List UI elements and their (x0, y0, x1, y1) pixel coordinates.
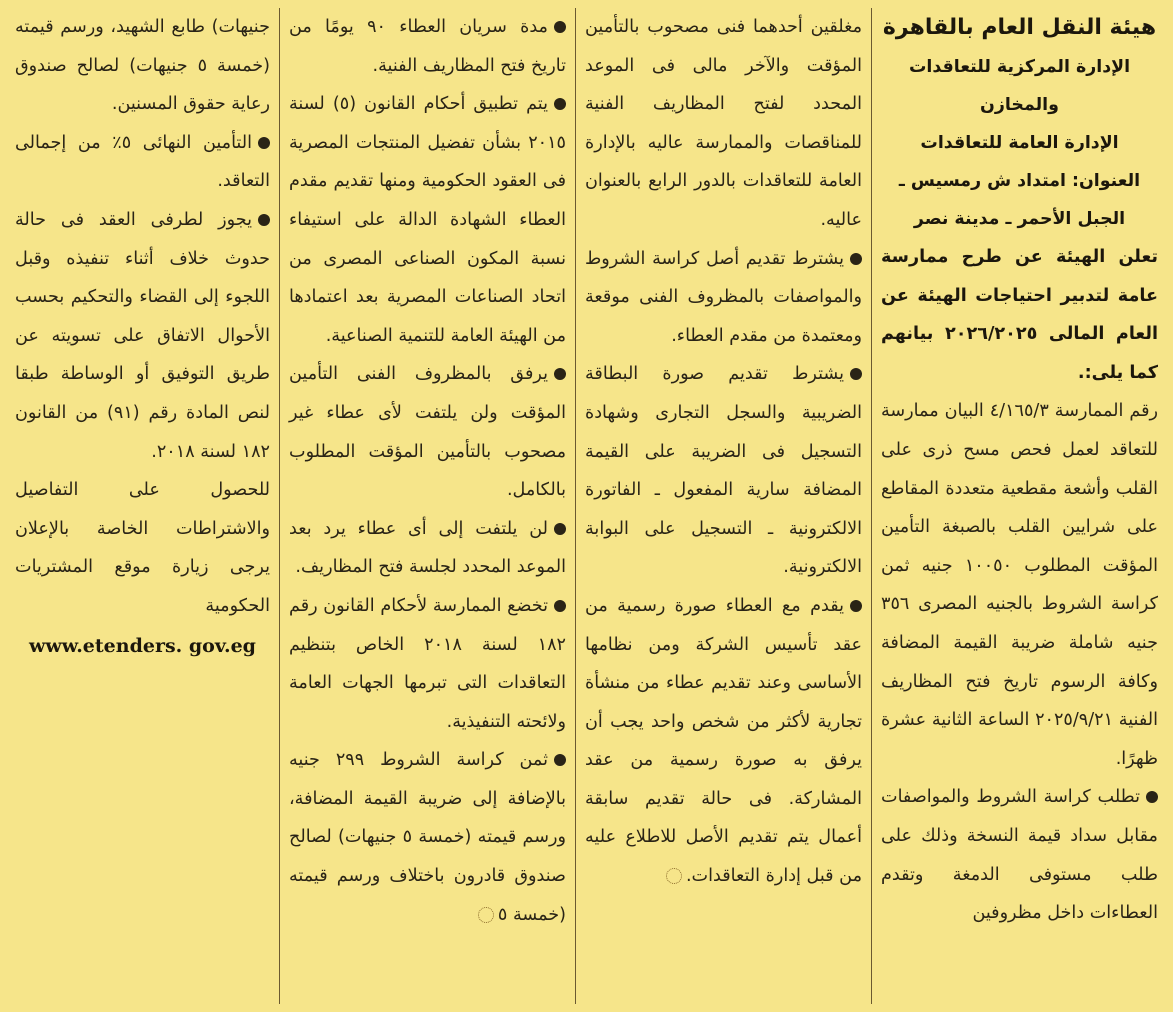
general-admin-line: الإدارة العامة للتعاقدات (920, 133, 1119, 153)
authority-title: هيئة النقل العام بالقاهرة (882, 15, 1157, 40)
bullet-icon (850, 253, 862, 265)
column-1 (871, 8, 1167, 1004)
late-bid-text: لن يلتفت إلى أى عطاء يرد بعد الموعد المحدد لجلسة فتح المظاريف. (289, 518, 566, 578)
validity-text: مدة سريان العطاء ٩٠ يومًا من تاريخ فتح المظاريف الفنية. (289, 17, 566, 76)
law-182-text: تخضع الممارسة لأحكام القانون رقم ١٨٢ لسنة ٢٠١٨ الخاص بتنظيم التعاقدات التى تبرمها الجهات العامة ولائحته التنفيذية. (289, 595, 567, 732)
law-5-condition (289, 85, 566, 355)
booklet-request-text: تطلب كراسة الشروط والمواصفات مقابل سداد قيمة النسخة وذلك على طلب مستوفى الدمغة وتقدم العطاءات داخل مظروفين (881, 787, 1158, 924)
booklet-price-condition (289, 741, 566, 934)
central-admin-line: الإدارة المركزية للتعاقدات والمخازن (908, 57, 1131, 115)
temp-insurance-condition (289, 355, 566, 509)
column-3 (279, 8, 575, 1004)
bullet-icon (1146, 791, 1158, 803)
law-182-condition (289, 587, 566, 741)
original-booklet-condition (585, 240, 862, 356)
address-line: العنوان: امتداد ش رمسيس ـ الجبل الأحمر ـ مدينة نصر (898, 171, 1141, 229)
bullet-icon (258, 214, 270, 226)
original-booklet-text: يشترط تقديم أصل كراسة الشروط والمواصفات بالمظروف الفنى موقعة ومعتمدة من مقدم العطاء. (585, 248, 862, 346)
envelopes-text: مغلقين أحدهما فنى مصحوب بالتأمين المؤقت والآخر مالى فى الموعد المحدد لفتح المظاريف الفنية للمناقصات والممارسة عاليه بالإدارة العامة للتعاقدات بالدور الرابع بالعنوان عاليه. (585, 17, 862, 230)
tax-card-condition (585, 355, 862, 587)
stamp-fees-text: جنيهات) طابع الشهيد، ورسم قيمته (خمسة ٥ جنيهات) لصالح صندوق رعاية حقوق المسنين. (15, 17, 270, 115)
company-contract-condition (585, 587, 862, 896)
column-2 (575, 8, 871, 1004)
details-text: للحصول على التفاصيل والاشتراطات الخاصة بالإعلان يرجى زيارة موقع المشتريات الحكومية (15, 480, 270, 616)
tender-details: رقم الممارسة ٤/١٦٥/٣ البيان ممارسة للتعاقد لعمل فحص مسح ذرى على القلب وأشعة مقطعية متعددة المقاطع على شرايين القلب بالصبغة التأمين المؤقت المطلوب ١٠٠٥٠ جنيه ثمن كراسة الشروط بالجنيه المصرى ٣٥٦ جنيه شاملة ضريبة القيمة المضافة وكافة الرسوم تاريخ فتح المظاريف الفنية ٢٠٢٥/٩/٢١ الساعة الثانية عشرة ظهرًا. (881, 401, 1158, 769)
tax-card-text: يشترط تقديم صورة البطاقة الضريبية والسجل التجارى وشهادة التسجيل فى الضريبة على القيمة المضافة سارية المفعول ـ الفاتورة الالكترونية ـ التسجيل على البوابة الالكترونية. (585, 364, 862, 578)
bullet-icon (554, 98, 566, 110)
stamp-mark-icon (666, 868, 682, 884)
booklet-price-text: ثمن كراسة الشروط ٢٩٩ جنيه بالإضافة إلى ضريبة القيمة المضافة، ورسم قيمته (خمسة ٥ جنيهات) لصالح صندوق قادرون باختلاف ورسم قيمته (خمسة ٥ (289, 750, 566, 925)
final-insurance-condition (15, 124, 270, 201)
bullet-icon (554, 600, 566, 612)
bullet-icon (850, 368, 862, 380)
stamp-mark-icon (478, 907, 494, 923)
bullet-icon (554, 21, 566, 33)
bullet-icon (258, 137, 270, 149)
validity-condition (289, 8, 566, 85)
bullet-icon (554, 523, 566, 535)
etenders-website-link[interactable]: www.etenders. gov.eg (29, 634, 256, 657)
bullet-icon (554, 754, 566, 766)
law-5-text: يتم تطبيق أحكام القانون (٥) لسنة ٢٠١٥ بشأن تفضيل المنتجات المصرية فى العقود الحكومية ومنها تقديم مقدم العطاء الشهادة الدالة على استيفاء نسبة المكون الصناعى المصرى من اتحاد الصناعات المصرية بعد اعتمادها من الهيئة العامة للتنمية الصناعية. (289, 94, 566, 346)
booklet-request (881, 778, 1158, 932)
bullet-icon (554, 368, 566, 380)
dispute-text: يجوز لطرفى العقد فى حالة حدوث خلاف أثناء تنفيذه وقبل اللجوء إلى القضاء والتحكيم بحسب الأحوال الاتفاق على تسويته عن طريق التوفيق أو الوساطة طبقا لنص المادة رقم (٩١) من القانون ١٨٢ لسنة ٢٠١٨. (15, 209, 270, 462)
column-4 (6, 8, 279, 1004)
late-bid-condition (289, 510, 566, 587)
final-insurance-text: التأمين النهائى ٥٪ من إجمالى التعاقد. (15, 132, 270, 192)
temp-insurance-text: يرفق بالمظروف الفنى التأمين المؤقت ولن يلتفت لأى عطاء غير مصحوب بالتأمين المؤقت المطلوب بالكامل. (289, 364, 566, 501)
bullet-icon (850, 600, 862, 612)
announcement-intro: تعلن الهيئة عن طرح ممارسة عامة لتدبير احتياجات الهيئة عن العام المالى ٢٠٢٦/٢٠٢٥ بيانهم كما يلى:. (881, 247, 1159, 383)
company-contract-text: يقدم مع العطاء صورة رسمية من عقد تأسيس الشركة ومن نظامها الأساسى وعند تقديم عطاء من منشأة تجارية لأكثر من شخص واحد يجب أن يرفق به صورة رسمية من عقد المشاركة. فى حالة تقديم سابقة أعمال يتم تقديم الأصل للاطلاع عليه من قبل إدارة التعاقدات. (585, 595, 862, 887)
dispute-condition (15, 201, 270, 471)
